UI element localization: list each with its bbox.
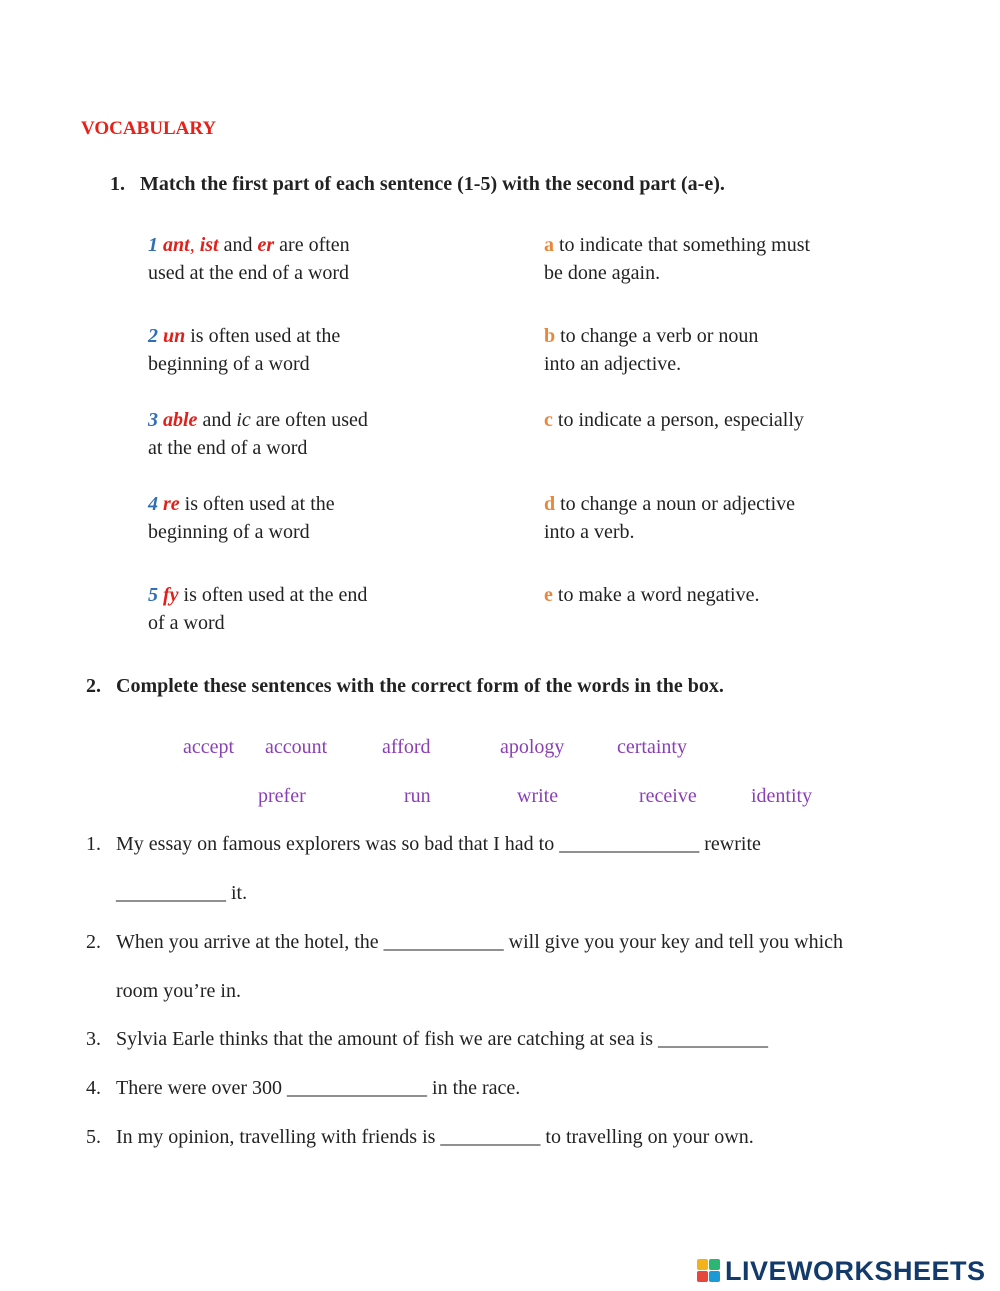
logo-blocks-icon <box>697 1259 721 1283</box>
left-item-4-line2: beginning of a word <box>148 521 310 543</box>
sentence-number: 4. <box>86 1077 101 1099</box>
left-item-1-line2: used at the end of a word <box>148 262 350 284</box>
right-item-b-line2: into an adjective. <box>544 353 682 375</box>
sentence-2-line2: room you’re in. <box>116 980 241 1002</box>
logo-text: LIVEWORKSHEETS <box>725 1256 986 1286</box>
sentence-2-line1: When you arrive at the hotel, the ____________ will give you your key and tell you which <box>116 931 844 953</box>
right-item-a-line1: a to indicate that something must <box>544 234 811 256</box>
left-item-5-line2: of a word <box>148 612 225 634</box>
left-item-4-line1: 4 re is often used at the <box>148 493 335 515</box>
sentence-1-line1: My essay on famous explorers was so bad that I had to ______________ rewrite <box>116 833 761 855</box>
sentence-5-line1: In my opinion, travelling with friends is __________ to travelling on your own. <box>116 1126 754 1148</box>
word-box-item: run <box>404 785 431 807</box>
exercise2-number: 2. <box>86 675 101 697</box>
sentence-number: 3. <box>86 1028 101 1050</box>
word-box-item: prefer <box>258 785 306 807</box>
left-item-3-line1: 3 able and ic are often used <box>148 409 368 431</box>
word-box-item: identity <box>751 785 813 807</box>
right-item-a-line2: be done again. <box>544 262 661 284</box>
sentence-1-line2: ___________ it. <box>116 882 248 904</box>
right-item-e-line1: e to make a word negative. <box>544 584 760 606</box>
sentence-number: 1. <box>86 833 101 855</box>
left-item-2-line1: 2 un is often used at the <box>148 325 341 347</box>
word-box-item: write <box>517 785 559 807</box>
exercise1-number: 1. <box>110 173 125 195</box>
exercise2-instruction: Complete these sentences with the correct form of the words in the box. <box>116 675 724 697</box>
left-item-2-line2: beginning of a word <box>148 353 310 375</box>
word-box-item: apology <box>500 736 565 758</box>
right-item-c-line1: c to indicate a person, especially <box>544 409 804 431</box>
right-item-d-line1: d to change a noun or adjective <box>544 493 796 515</box>
left-item-1-line1: 1 ant, ist and er are often <box>148 234 350 256</box>
sentence-number: 5. <box>86 1126 101 1148</box>
word-box-item: certainty <box>617 736 687 758</box>
sentence-4-line1: There were over 300 ______________ in the race. <box>116 1077 521 1099</box>
liveworksheets-logo <box>697 1256 997 1286</box>
word-box-item: receive <box>639 785 697 807</box>
left-item-5-line1: 5 fy is often used at the end <box>148 584 368 606</box>
word-box-item: account <box>265 736 328 758</box>
sentence-number: 2. <box>86 931 101 953</box>
word-box-item: afford <box>382 736 431 758</box>
right-item-d-line2: into a verb. <box>544 521 635 543</box>
left-item-3-line2: at the end of a word <box>148 437 308 459</box>
exercise1-instruction: Match the first part of each sentence (1-5) with the second part (a-e). <box>140 173 725 195</box>
word-box-item: accept <box>183 736 235 758</box>
section-title: VOCABULARY <box>81 118 217 139</box>
right-item-b-line1: b to change a verb or noun <box>544 325 759 347</box>
sentence-3-line1: Sylvia Earle thinks that the amount of fish we are catching at sea is ___________ <box>116 1028 769 1050</box>
